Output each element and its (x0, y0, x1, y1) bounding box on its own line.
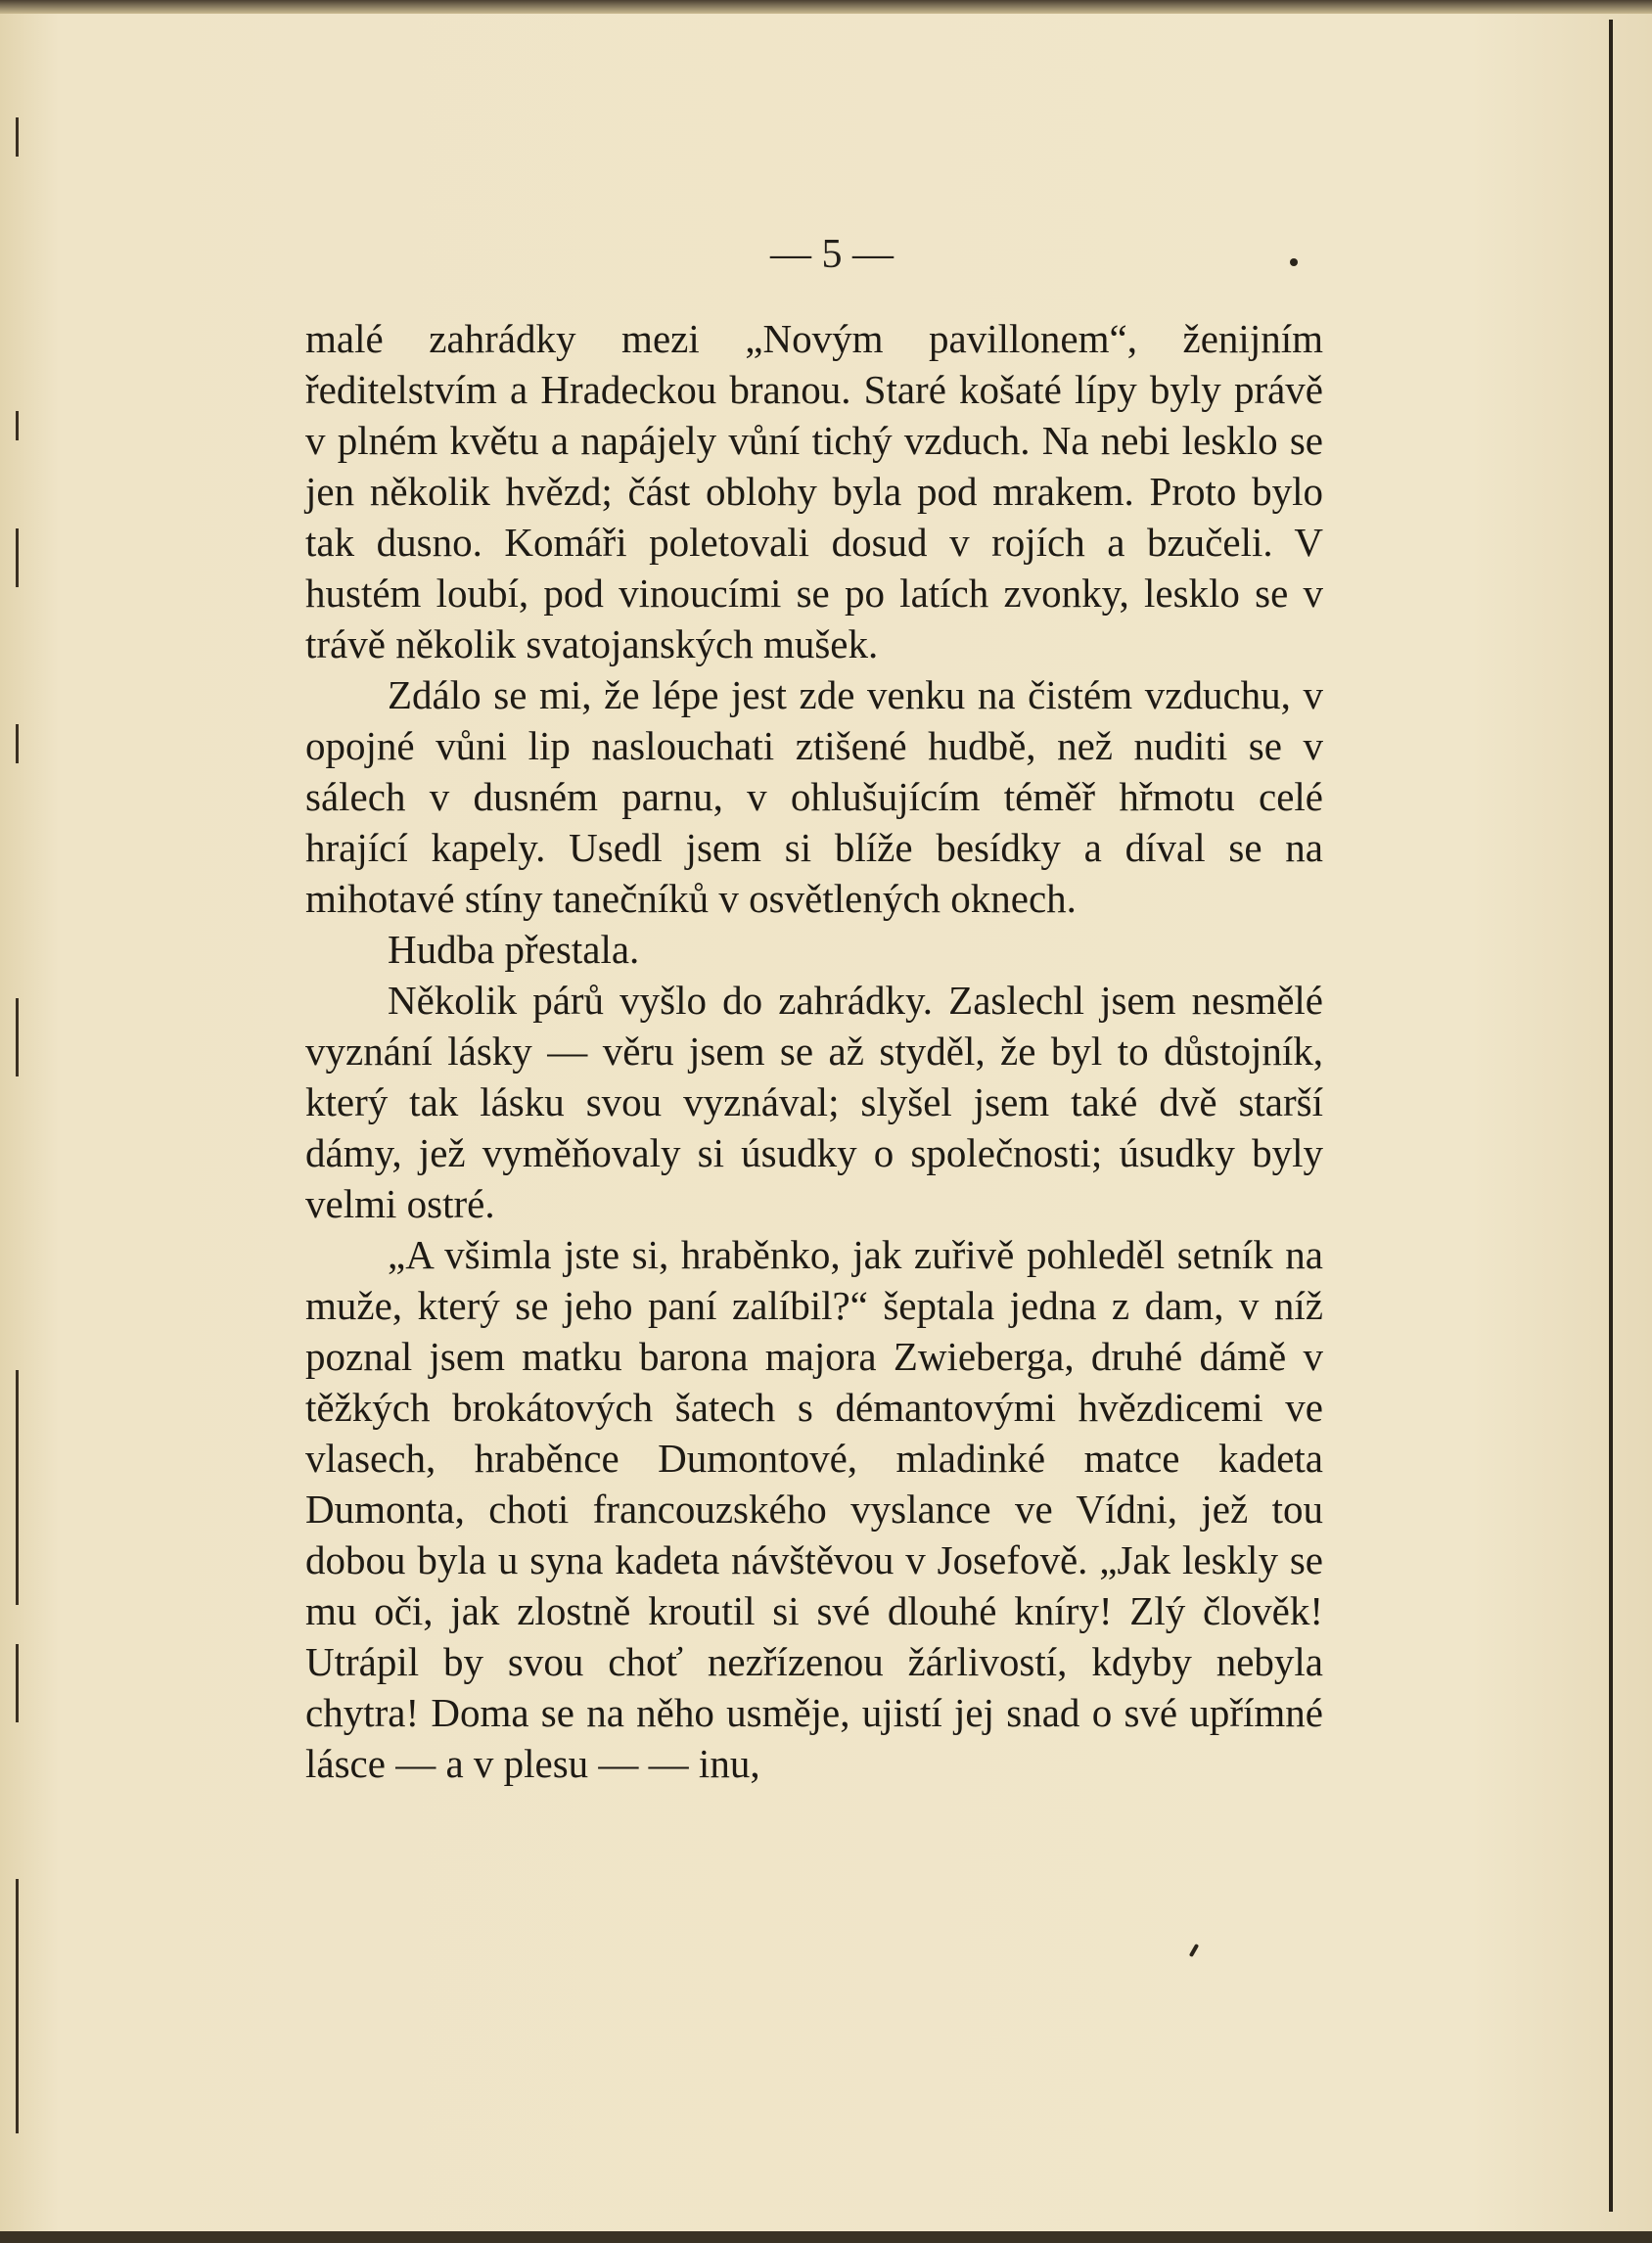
body-text (305, 313, 1323, 1789)
ink-speck (1189, 1944, 1199, 1957)
paragraph-5: „A všimla jste si, hraběnko, jak zuřivě pohleděl setník na muže, který se jeho paní zalíbil?“ šeptala jedna z dam, v níž poznal jsem matku barona majora Zwieberga, druhé dámě v těžkých brokátových šatech s démantovými hvězdicemi ve vlasech, hraběnce Dumontové, mladinké matce kadeta Dumonta, choti francouzského vyslance ve Vídni, jež tou dobou byla u syna kadeta návštěvou v Josefově. „Jak leskly se mu oči, jak zlostně kroutil si své dlouhé kníry! Zlý člověk! Utrápil by svou choť nezřízenou žárlivostí, kdyby nebyla chytra! Doma se na něho usměje, ujistí jej snad o své upřímné lásce — a v plesu — — inu, (305, 1232, 1323, 1786)
binding-marks (16, 117, 25, 2075)
page-bottom-edge (0, 2231, 1652, 2243)
paragraph-2: Zdálo se mi, že lépe jest zde venku na čistém vzduchu, v opojné vůni lip naslouchati ztišené hudbě, než nuditi se v sálech v dusném parnu, v ohlušujícím téměř hřmotu celé hrající kapely. Usedl jsem si blíže besídky a díval se na mihotavé stíny tanečníků v osvětlených oknech. (305, 672, 1323, 921)
ink-speck (1290, 258, 1298, 266)
page-top-edge (0, 0, 1652, 14)
paragraph-3: Hudba přestala. (388, 927, 640, 972)
page-number: — 5 — (770, 232, 894, 277)
page-right-edge (1609, 20, 1613, 2212)
paragraph-1: malé zahrádky mezi „Novým pavillonem“, ženijním ředitelstvím a Hradeckou branou. Staré košaté lípy byly právě v plném květu a napájely vůní tichý vzduch. Na nebi lesklo se jen několik hvězd; část oblohy byla pod mrakem. Proto bylo tak dusno. Komáři poletovali dosud v rojích a bzučeli. V hustém loubí, pod vinoucími se po latích zvonky, lesklo se v trávě několik svatojanských mušek. (305, 316, 1323, 666)
paragraph-4: Několik párů vyšlo do zahrádky. Zaslechl jsem nesmělé vyznání lásky — věru jsem se až styděl, že byl to důstojník, který tak lásku svou vyznával; slyšel jsem také dvě starší dámy, jež vyměňovaly si úsudky o společnosti; úsudky byly velmi ostré. (305, 978, 1323, 1226)
